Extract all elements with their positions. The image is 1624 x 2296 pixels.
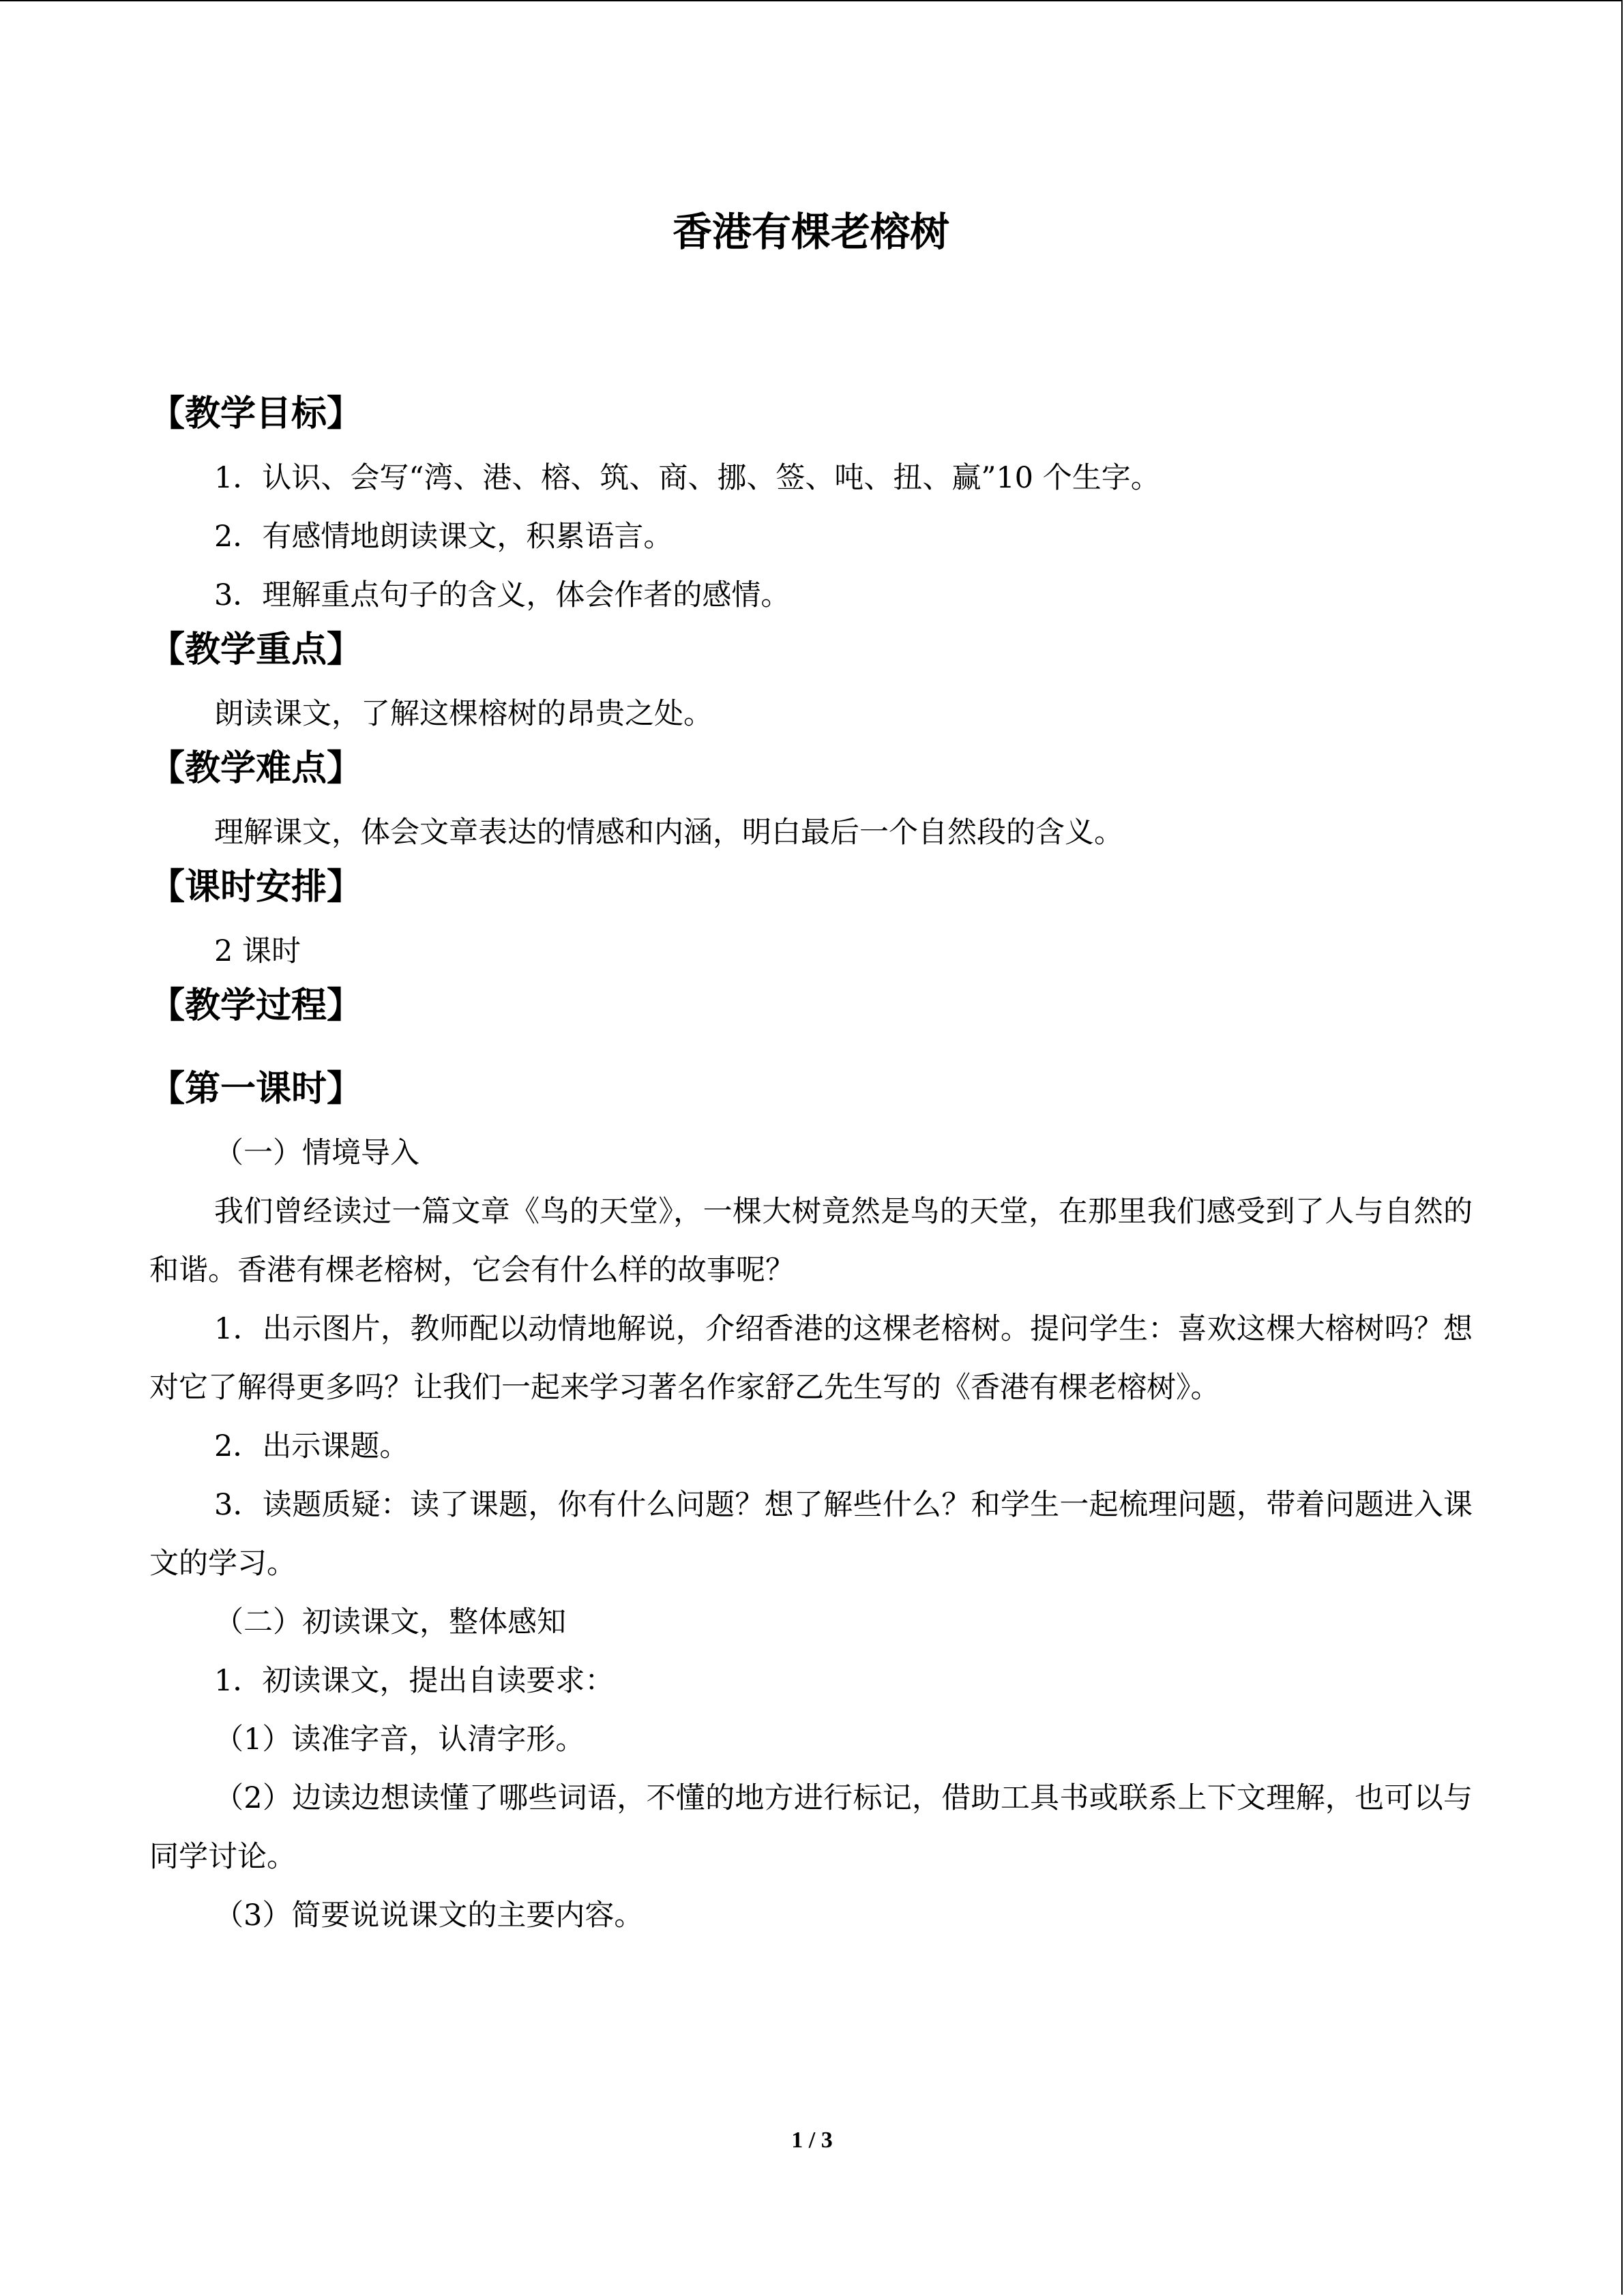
goal-item-2: 2．有感情地朗读课文，积累语言。 [214, 520, 673, 554]
lesson1-paragraph: 我们曾经读过一篇文章《鸟的天堂》，一棵大树竟然是鸟的天堂，在那里我们感受到了人与自然的和谐。香港有棵老榕树，它会有什么样的故事呢？ [149, 1195, 1473, 1287]
lesson1-paragraph: 1．出示图片，教师配以动情地解说，介绍香港的这棵老榕树。提问学生：喜欢这棵大榕树吗？想对它了解得更多吗？让我们一起来学习著名作家舒乙先生写的《香港有棵老榕树》。 [149, 1312, 1473, 1405]
difficulties-text: 理解课文，体会文章表达的情感和内涵，明白最后一个自然段的含义。 [214, 816, 1123, 850]
lesson1-section-intro: （一）情境导入 [214, 1136, 419, 1170]
lesson1-paragraph: 3．读题质疑：读了课题，你有什么问题？想了解些什么？和学生一起梳理问题，带着问题进入课文的学习。 [149, 1488, 1473, 1581]
document-title: 香港有棵老榕树 [672, 209, 949, 255]
heading-difficulties: 【教学难点】 [149, 747, 363, 789]
lesson1-section-reading: （二）初读课文，整体感知 [214, 1605, 566, 1639]
heading-teaching-goals: 【教学目标】 [149, 393, 363, 434]
goal-item-1: 1．认识、会写“湾、港、榕、筑、商、挪、签、吨、扭、赢”10 个生字。 [214, 461, 1160, 495]
lesson1-paragraph: （3）简要说说课文的主要内容。 [214, 1898, 644, 1933]
heading-first-lesson: 【第一课时】 [149, 1068, 363, 1109]
lesson1-paragraph: （1）读准字音，认清字形。 [214, 1723, 585, 1757]
heading-key-points: 【教学重点】 [149, 629, 363, 670]
key-points-text: 朗读课文，了解这棵榕树的昂贵之处。 [214, 697, 713, 731]
lesson1-paragraph: 1．初读课文，提出自读要求： [214, 1664, 615, 1698]
lesson1-paragraph: （2）边读边想读懂了哪些词语，不懂的地方进行标记，借助工具书或联系上下文理解，也可以与同学讨论。 [149, 1781, 1473, 1874]
heading-schedule: 【课时安排】 [149, 866, 363, 908]
document-body [149, 205, 1473, 1945]
page-number: 1 / 3 [791, 2128, 833, 2153]
lesson1-paragraph: 2．出示课题。 [214, 1429, 409, 1463]
goal-item-3: 3．理解重点句子的含义，体会作者的感情。 [214, 578, 791, 612]
heading-teaching-process: 【教学过程】 [149, 985, 363, 1026]
schedule-text: 2 课时 [214, 934, 301, 968]
